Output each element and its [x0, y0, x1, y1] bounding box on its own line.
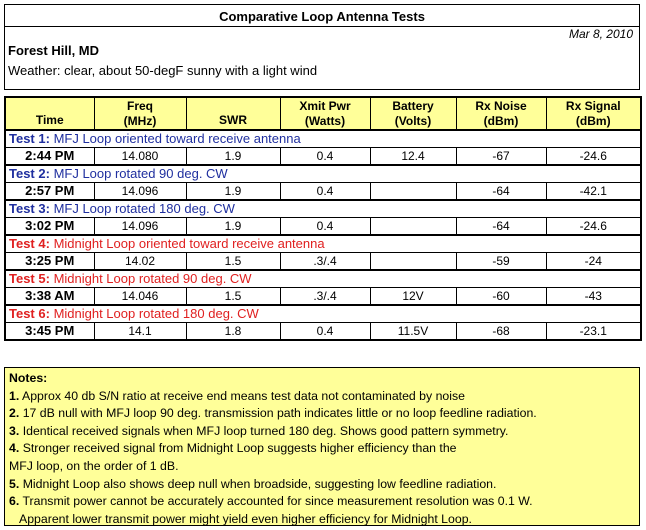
cell-xmit: 0.4	[280, 323, 370, 341]
cell-noise: -68	[456, 323, 546, 341]
cell-swr: 1.9	[186, 183, 280, 201]
table-row	[5, 183, 641, 201]
test-number: Test 6:	[9, 306, 50, 321]
cell-signal: -24	[546, 253, 641, 271]
note-item	[9, 440, 635, 458]
table-header-row	[5, 97, 641, 130]
notes-box	[4, 367, 640, 526]
cell-xmit: .3/.4	[280, 288, 370, 306]
test-number: Test 5:	[9, 271, 50, 286]
header-box	[4, 4, 640, 90]
col-rx-noise: Rx Noise (dBm)	[456, 97, 546, 130]
note-number: 2.	[9, 406, 20, 421]
cell-freq: 14.096	[94, 218, 186, 236]
test-location: Forest Hill, MD	[8, 43, 100, 58]
table-row	[5, 253, 641, 271]
cell-xmit: 0.4	[280, 183, 370, 201]
notes-heading: Notes:	[9, 371, 48, 385]
cell-swr: 1.5	[186, 288, 280, 306]
cell-noise: -59	[456, 253, 546, 271]
note-number: 6.	[9, 494, 20, 509]
cell-time: 2:57 PM	[5, 183, 94, 201]
cell-swr: 1.5	[186, 253, 280, 271]
col-xmit-pwr: Xmit Pwr (Watts)	[280, 97, 370, 130]
note-text: Stronger received signal from Midnight Loop suggests higher efficiency than the	[22, 441, 457, 456]
cell-freq: 14.1	[94, 323, 186, 341]
note-continuation: MFJ loop, on the order of 1 dB.	[9, 458, 179, 473]
col-swr: SWR	[186, 97, 280, 130]
results-body	[5, 130, 641, 340]
cell-swr: 1.9	[186, 148, 280, 166]
note-continuation: Apparent lower transmit power might yield even higher efficiency for Midnight Loop.	[19, 511, 472, 526]
weather-note: Weather: clear, about 50-degF sunny with a light wind	[8, 63, 318, 78]
note-text: Transmit power cannot be accurately accounted for since measurement resolution was 0.1 W.	[22, 494, 533, 509]
test-date: Mar 8, 2010	[568, 27, 633, 41]
cell-noise: -64	[456, 218, 546, 236]
cell-signal: -24.6	[546, 148, 641, 166]
cell-time: 3:25 PM	[5, 253, 94, 271]
cell-swr: 1.9	[186, 218, 280, 236]
test-description-text: Midnight Loop oriented toward receive antenna	[53, 236, 325, 251]
cell-noise: -67	[456, 148, 546, 166]
test-description	[5, 165, 641, 183]
sheet-title: Comparative Loop Antenna Tests	[219, 9, 425, 24]
note-text: Identical received signals when MFJ loop turned 180 deg. Shows good pattern symmetry.	[22, 423, 509, 438]
note-item	[9, 493, 635, 511]
table-row	[5, 323, 641, 341]
cell-time: 3:38 AM	[5, 288, 94, 306]
test-label-row	[5, 130, 641, 148]
test-description	[5, 235, 641, 253]
col-freq: Freq (MHz)	[94, 97, 186, 130]
test-description-text: MFJ Loop rotated 90 deg. CW	[53, 166, 228, 181]
cell-xmit: .3/.4	[280, 253, 370, 271]
title-divider	[5, 26, 639, 27]
cell-time: 2:44 PM	[5, 148, 94, 166]
test-number: Test 2:	[9, 166, 50, 181]
cell-xmit: 0.4	[280, 218, 370, 236]
cell-noise: -64	[456, 183, 546, 201]
test-description	[5, 130, 641, 148]
cell-battery	[370, 218, 456, 236]
col-battery: Battery (Volts)	[370, 97, 456, 130]
notes-list	[9, 388, 635, 529]
test-description-text: Midnight Loop rotated 180 deg. CW	[53, 306, 259, 321]
test-label-row	[5, 165, 641, 183]
note-number: 1.	[9, 388, 20, 403]
test-description-text: Midnight Loop rotated 90 deg. CW	[53, 271, 252, 286]
test-label-row	[5, 305, 641, 323]
test-number: Test 3:	[9, 201, 50, 216]
test-number: Test 4:	[9, 236, 50, 251]
col-time: Time	[5, 97, 94, 130]
cell-noise: -60	[456, 288, 546, 306]
test-label-row	[5, 200, 641, 218]
cell-time: 3:02 PM	[5, 218, 94, 236]
results-table	[4, 96, 642, 341]
cell-freq: 14.046	[94, 288, 186, 306]
note-number: 5.	[9, 476, 20, 491]
cell-freq: 14.096	[94, 183, 186, 201]
cell-battery	[370, 183, 456, 201]
table-row	[5, 288, 641, 306]
test-label-row	[5, 235, 641, 253]
note-item	[9, 388, 635, 406]
col-rx-signal: Rx Signal (dBm)	[546, 97, 641, 130]
note-text: Midnight Loop also shows deep null when broadside, suggesting low feedline radiation.	[22, 476, 497, 491]
note-text: Approx 40 db S/N ratio at receive end means test data not contaminated by noise	[22, 388, 465, 403]
cell-time: 3:45 PM	[5, 323, 94, 341]
cell-swr: 1.8	[186, 323, 280, 341]
test-description	[5, 305, 641, 323]
test-label-row	[5, 270, 641, 288]
cell-battery: 11.5V	[370, 323, 456, 341]
cell-freq: 14.080	[94, 148, 186, 166]
test-description-text: MFJ Loop oriented toward receive antenna	[53, 131, 301, 146]
test-description-text: MFJ Loop rotated 180 deg. CW	[53, 201, 235, 216]
cell-xmit: 0.4	[280, 148, 370, 166]
spreadsheet	[4, 4, 640, 526]
cell-freq: 14.02	[94, 253, 186, 271]
test-number: Test 1:	[9, 131, 50, 146]
note-text: 17 dB null with MFJ loop 90 deg. transmission path indicates little or no loop feedline radiation.	[22, 406, 537, 421]
note-number: 3.	[9, 423, 20, 438]
table-row	[5, 218, 641, 236]
note-number: 4.	[9, 441, 20, 456]
cell-battery: 12.4	[370, 148, 456, 166]
cell-battery: 12V	[370, 288, 456, 306]
cell-signal: -24.6	[546, 218, 641, 236]
note-item	[9, 476, 635, 494]
test-description	[5, 270, 641, 288]
note-item	[9, 405, 635, 423]
cell-signal: -43	[546, 288, 641, 306]
cell-signal: -42.1	[546, 183, 641, 201]
table-row	[5, 148, 641, 166]
note-item	[9, 423, 635, 441]
cell-signal: -23.1	[546, 323, 641, 341]
cell-battery	[370, 253, 456, 271]
test-description	[5, 200, 641, 218]
